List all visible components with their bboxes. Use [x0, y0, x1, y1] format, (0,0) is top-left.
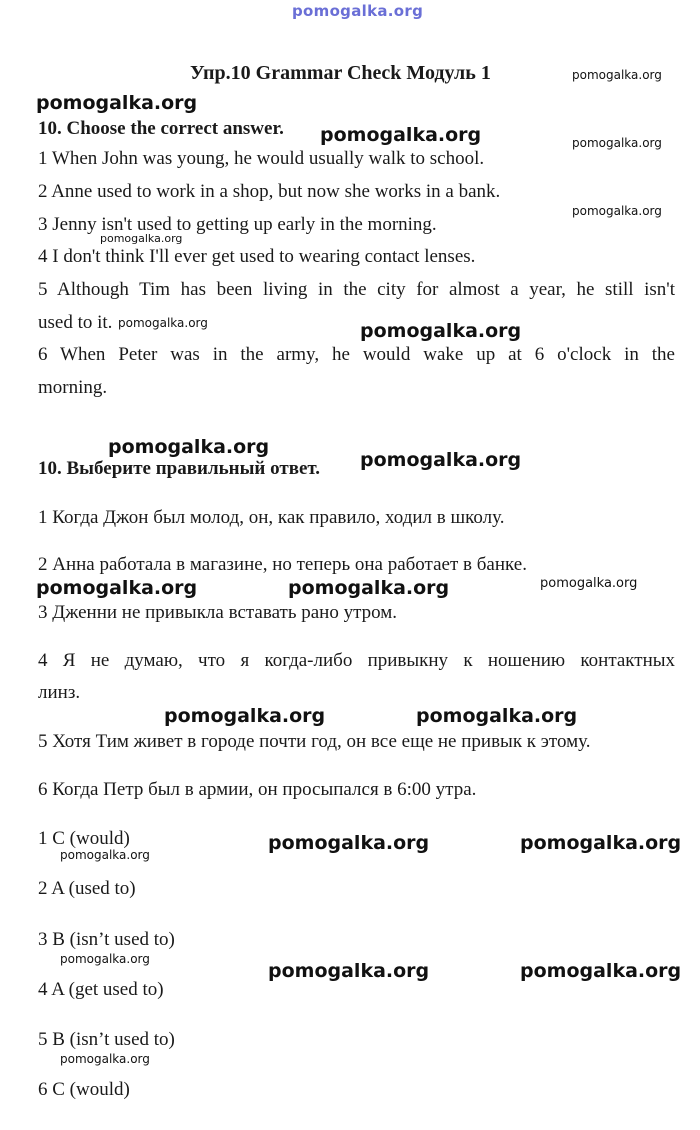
site-watermark: pomogalka.org [572, 68, 662, 82]
site-watermark: pomogalka.org [60, 1052, 150, 1066]
answer-item: 1 C (would) [38, 828, 130, 849]
site-watermark: pomogalka.org [60, 952, 150, 966]
english-line: 3 Jenny isn't used to getting up early in the morning. [38, 214, 437, 235]
site-watermark: pomogalka.org [164, 705, 326, 727]
site-watermark: pomogalka.org [320, 124, 482, 146]
answer-item: 5 B (isn’t used to) [38, 1029, 175, 1050]
site-watermark: pomogalka.org [416, 705, 578, 727]
russian-line: линз. [38, 682, 81, 703]
russian-line: 6 Когда Петр был в армии, он просыпался в 6:00 утра. [38, 779, 477, 800]
site-watermark: pomogalka.org [36, 92, 198, 114]
site-watermark: pomogalka.org [540, 576, 638, 591]
site-watermark: pomogalka.org [520, 960, 682, 982]
english-line: 2 Anne used to work in a shop, but now she works in a bank. [38, 181, 501, 202]
site-watermark: pomogalka.org [520, 832, 682, 854]
site-watermark: pomogalka.org [360, 449, 522, 471]
site-watermark: pomogalka.org [572, 136, 662, 150]
english-line: morning. [38, 377, 108, 398]
site-watermark: pomogalka.org [268, 832, 430, 854]
site-watermark: pomogalka.org [360, 320, 522, 342]
english-heading: 10. Choose the correct answer. [38, 118, 284, 139]
answer-item: 3 B (isn’t used to) [38, 929, 175, 950]
answer-item: 2 A (used to) [38, 878, 136, 899]
answer-item: 4 A (get used to) [38, 979, 164, 1000]
page-title: Упр.10 Grammar Check Модуль 1 [190, 62, 491, 84]
answer-item: 6 C (would) [38, 1079, 130, 1100]
russian-heading: 10. Выберите правильный ответ. [38, 458, 321, 479]
site-watermark: pomogalka.org [100, 232, 183, 245]
site-watermark: pomogalka.org [118, 316, 208, 330]
site-watermark: pomogalka.org [36, 577, 198, 599]
site-watermark: pomogalka.org [268, 960, 430, 982]
russian-line: 1 Когда Джон был молод, он, как правило, ходил в школу. [38, 507, 505, 528]
english-line: used to it. [38, 312, 113, 333]
english-line: 1 When John was young, he would usually walk to school. [38, 148, 485, 169]
site-watermark: pomogalka.org [572, 204, 662, 218]
site-watermark: pomogalka.org [108, 436, 270, 458]
russian-line: 2 Анна работала в магазине, но теперь она работает в банке. [38, 554, 527, 575]
english-line: 4 I don't think I'll ever get used to wearing contact lenses. [38, 246, 476, 267]
site-watermark: pomogalka.org [60, 848, 150, 862]
russian-line: 4 Я не думаю, что я когда-либо привыкну к ношению контактных [38, 650, 675, 671]
russian-line: 3 Дженни не привыкла вставать рано утром. [38, 602, 398, 623]
site-watermark: pomogalka.org [288, 577, 450, 599]
top-watermark: pomogalka.org [292, 2, 424, 20]
russian-line: 5 Хотя Тим живет в городе почти год, он все еще не привык к этому. [38, 731, 591, 752]
english-line: 6 When Peter was in the army, he would wake up at 6 o'clock in the [38, 344, 675, 365]
english-line: 5 Although Tim has been living in the city for almost a year, he still isn't [38, 279, 675, 300]
